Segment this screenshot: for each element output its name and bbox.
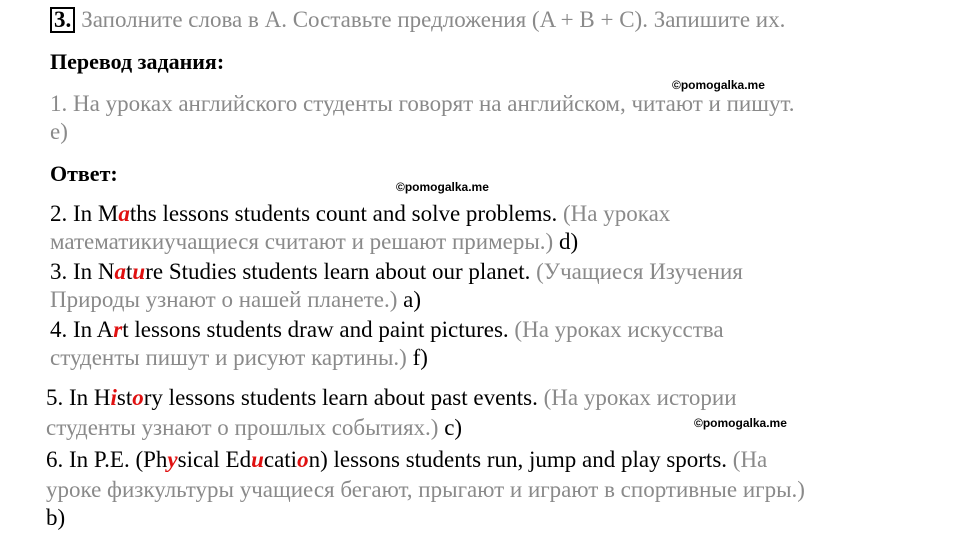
answer-4-translation-1: (На уроках искусства — [508, 317, 724, 342]
answer-4-key: f) — [406, 345, 428, 370]
answer-4-letter-1: r — [113, 317, 123, 342]
answer-3-mid: t — [126, 259, 133, 284]
answer-3-line-2 — [50, 286, 421, 314]
answer-2-key: d) — [553, 229, 579, 254]
answer-3-line-1 — [50, 258, 743, 286]
translation-line-2: e) — [50, 119, 68, 144]
answer-5-line-2 — [46, 414, 462, 442]
task-text: Заполните слова в A. Составьте предложения (A + B + C). Запишите их. — [81, 7, 786, 32]
answer-3-prefix: 3. In N — [50, 259, 115, 284]
answer-5-letter-2: o — [132, 385, 144, 410]
answer-5-translation-2: студенты узнают о прошлых событиях.) — [46, 415, 439, 440]
answer-6-prefix: 6. In P.E. (Ph — [46, 447, 168, 472]
answer-3-letter-2: u — [132, 259, 146, 284]
answer-3-rest: re Studies students learn about our planet. — [145, 259, 531, 284]
answer-2-rest: ths lessons students count and solve problems. — [129, 201, 558, 226]
answer-2-translation-2: математикиучащиеся считают и решают примеры.) — [50, 229, 554, 254]
answer-5-prefix: 5. In H — [46, 385, 111, 410]
watermark-3: ©pomogalka.me — [694, 416, 787, 430]
answer-5-translation-1: (На уроках истории — [537, 385, 737, 410]
translation-line-1: 1. На уроках английского студенты говорят на английском, читают и пишут. — [50, 91, 795, 116]
answer-6-translation-1: (На — [727, 447, 768, 472]
answer-6-line-1 — [46, 446, 767, 474]
answer-2-letter-1: a — [118, 201, 130, 226]
task-line — [50, 6, 785, 34]
answer-5-letter-1: i — [110, 385, 117, 410]
answer-6-translation-2: уроке физкультуры учащиеся бегают, прыгают и играют в спортивные игры.) — [46, 477, 805, 502]
answer-4-line-1 — [50, 316, 724, 344]
answer-3-translation-1: (Учащиеся Изучения — [530, 259, 743, 284]
answer-2-line-2 — [50, 228, 578, 256]
answer-heading: Ответ: — [50, 161, 118, 186]
answer-5-rest: ry lessons students learn about past events. — [143, 385, 538, 410]
translation-heading: Перевод задания: — [50, 49, 225, 74]
answer-6-mid-2: cati — [263, 447, 298, 472]
answer-5-mid: st — [116, 385, 133, 410]
answer-2-line-1 — [50, 200, 670, 228]
answer-2-prefix: 2. In M — [50, 201, 119, 226]
answer-4-prefix: 4. In A — [50, 317, 114, 342]
answer-6-letter-2: u — [251, 447, 264, 472]
answer-6-letter-1: y — [167, 447, 178, 472]
answer-4-translation-2: студенты пишут и рисуют картины.) — [50, 345, 407, 370]
answer-3-translation-2: Природы узнают о нашей планете.) — [50, 287, 398, 312]
answer-6-mid-1: sical Ed — [177, 447, 252, 472]
answer-3-letter-1: a — [114, 259, 127, 284]
answer-3-key: a) — [397, 287, 421, 312]
answer-6-rest: n) lessons students run, jump and play sports. — [308, 447, 728, 472]
answer-4-line-2 — [50, 344, 428, 372]
watermark-2: ©pomogalka.me — [396, 180, 489, 194]
watermark-1: ©pomogalka.me — [672, 78, 765, 92]
answer-6-key: b) — [46, 505, 66, 530]
answer-5-key: c) — [438, 415, 463, 440]
answer-4-rest: t lessons students draw and paint pictures. — [122, 317, 509, 342]
answer-2-translation-1: (На уроках — [557, 201, 671, 226]
answer-6-letter-3: o — [297, 447, 309, 472]
answer-5-line-1 — [46, 384, 737, 412]
task-number: 3. — [50, 7, 75, 33]
